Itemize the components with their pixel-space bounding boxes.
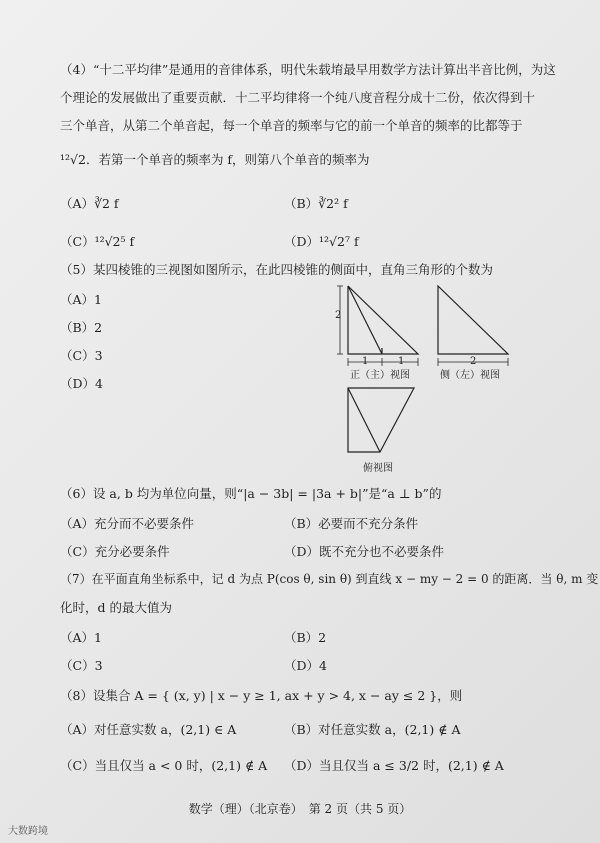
front-view <box>348 286 418 354</box>
side-view-label: 侧（左）视图 <box>440 370 500 381</box>
front-view-label: 正（主）视图 <box>350 370 410 381</box>
q4-option-c: （C）¹²√2⁵ f <box>60 234 135 249</box>
q7-option-d: （D）4 <box>284 658 327 673</box>
page-footer: 数学（理）（北京卷） 第 2 页（共 5 页） <box>188 802 412 816</box>
q4-option-a: （A）∛2 f <box>60 196 119 211</box>
q4-line-4: ¹²√2．若第一个单音的频率为 f，则第八个单音的频率为 <box>60 152 370 167</box>
q4-option-d: （D）¹²√2⁷ f <box>284 234 359 249</box>
top-view-label: 俯视图 <box>363 463 393 474</box>
q7-option-c: （C）3 <box>60 658 103 673</box>
q8-stem: （8）设集合 A = { (x, y) | x − y ≥ 1, ax + y > 4, x − ay ≤ 2 }，则 <box>60 688 463 703</box>
watermark: 大数跨境 <box>8 826 48 837</box>
q7-option-b: （B）2 <box>284 630 327 645</box>
dim-side-label: 2 <box>470 356 477 367</box>
q5-option-d: （D）4 <box>60 376 103 391</box>
q6-option-a: （A）充分而不必要条件 <box>60 516 195 531</box>
q6-option-d: （D）既不充分也不必要条件 <box>284 544 445 559</box>
side-view <box>438 286 508 354</box>
q4-line-1: （4）“十二平均律”是通用的音律体系，明代朱载堉最早用数学方法计算出半音比例，为这 <box>60 62 556 77</box>
q7-line-2: 化时，d 的最大值为 <box>60 600 172 615</box>
q6-stem: （6）设 a, b 均为单位向量，则“|a − 3b| = |3a + b|”是“a ⊥ b”的 <box>60 486 442 501</box>
q5-option-c: （C）3 <box>60 348 103 363</box>
q5-option-a: （A）1 <box>60 292 102 307</box>
q5-option-b: （B）2 <box>60 320 103 335</box>
q6-option-c: （C）充分必要条件 <box>60 544 170 559</box>
q7-option-a: （A）1 <box>60 630 102 645</box>
top-view-figure <box>340 384 420 456</box>
q5-stem: （5）某四棱锥的三视图如图所示，在此四棱锥的侧面中，直角三角形的个数为 <box>60 262 493 277</box>
q4-line-3: 三个单音，从第二个单音起，每一个单音的频率与它的前一个单音的频率的比都等于 <box>60 118 523 133</box>
dim-front-left-label: 1 <box>362 356 369 367</box>
q6-option-b: （B）必要而不充分条件 <box>284 516 419 531</box>
q4-line-2: 个理论的发展做出了重要贡献．十二平均律将一个纯八度音程分成十二份，依次得到十 <box>60 90 536 105</box>
three-view-top-figures <box>330 278 530 378</box>
q7-line-1: （7）在平面直角坐标系中，记 d 为点 P(cos θ, sin θ) 到直线 x − my − 2 = 0 的距离．当 θ, m 变 <box>60 572 599 586</box>
dim-height-label: 2 <box>335 310 342 321</box>
q8-option-d: （D）当且仅当 a ≤ 3/2 时，(2,1) ∉ A <box>284 758 504 773</box>
q8-option-b: （B）对任意实数 a，(2,1) ∉ A <box>284 722 461 737</box>
q4-option-b: （B）∛2² f <box>284 196 348 211</box>
dim-front-right-label: 1 <box>398 356 405 367</box>
q8-option-a: （A）对任意实数 a，(2,1) ∈ A <box>60 722 237 737</box>
front-width-dimension <box>348 358 418 366</box>
q8-option-c: （C）当且仅当 a < 0 时，(2,1) ∉ A <box>60 758 268 773</box>
